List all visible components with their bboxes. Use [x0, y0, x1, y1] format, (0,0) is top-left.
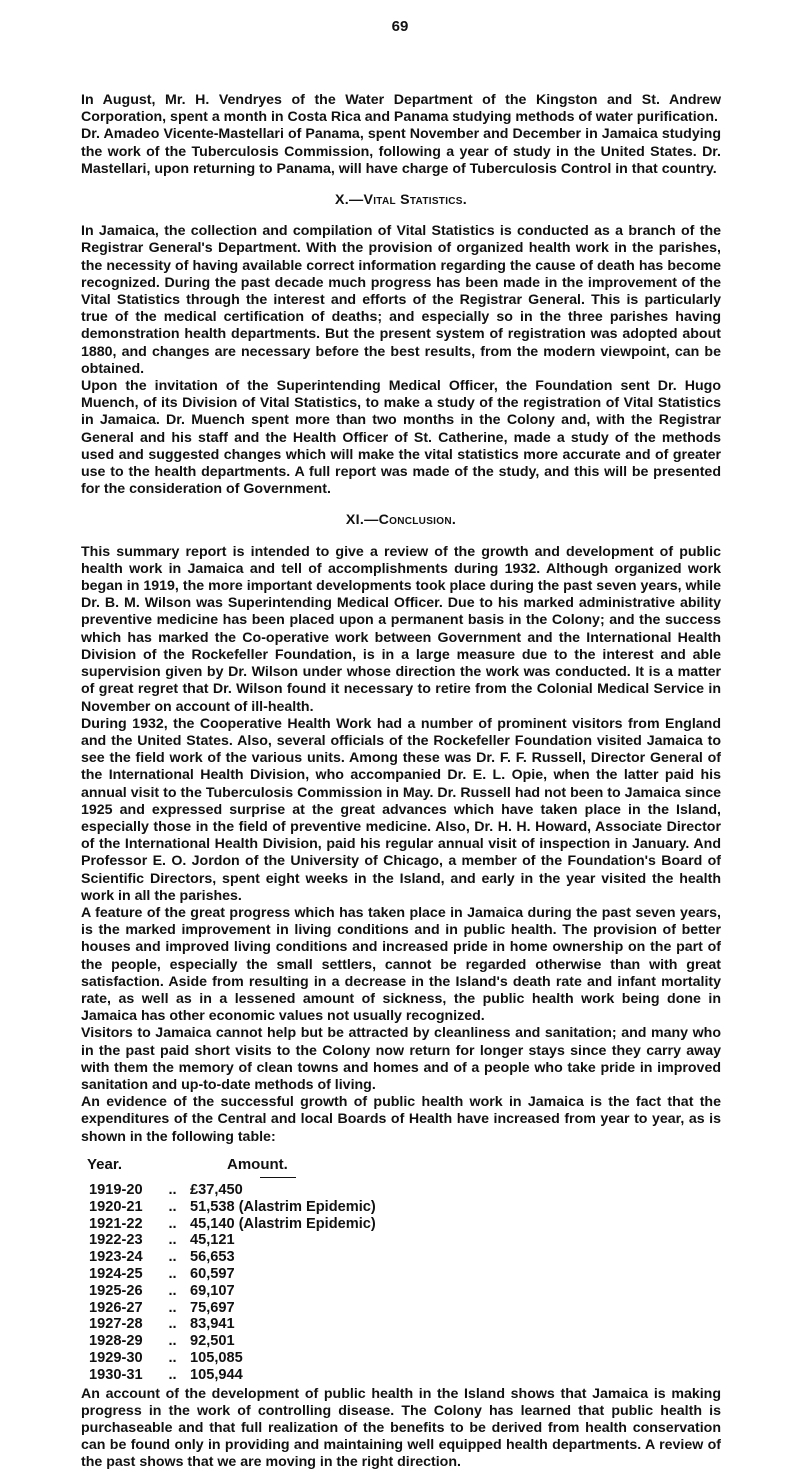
dot-leader: .. — [168, 1181, 177, 1198]
section-number: XI.— — [345, 512, 379, 529]
paragraph-mastellari: Dr. Amadeo Vicente-Mastellari of Panama, spent November and December in Jamaica studying the work of the Tuberculosis Commission, following a year of study in the United States. Dr. Mastellari, upon returning to Panama, will have charge of Tuberculosis Control in that country. — [81, 126, 721, 177]
amount-column-header: Amount. — [227, 1155, 288, 1173]
table-row — [81, 1199, 721, 1216]
section-number: X.— — [334, 192, 364, 209]
table-row — [81, 1283, 721, 1300]
year-cell: 1922-23 — [89, 1232, 143, 1249]
table-row — [81, 1350, 721, 1367]
dot-leader: .. — [168, 1198, 177, 1215]
table-row — [81, 1333, 721, 1350]
dot-leader: .. — [168, 1316, 177, 1333]
amount-cell: 69,107 — [190, 1282, 235, 1299]
paragraph-conclusion-4: Visitors to Jamaica cannot help but be attracted by cleanliness and sanitation; and many who in the past paid short visits to the Colony now return for longer stays since they carry away with them the memory of clean towns and homes and of a people who take pride in improved sanitation and up-to-date methods of living. — [81, 1025, 721, 1093]
paragraph-conclusion-5: An evidence of the successful growth of public health work in Jamaica is the fact that the expenditures of the Central and local Boards of Health have increased from year to year, as is shown in the following table: — [81, 1094, 721, 1145]
amount-cell: 56,653 — [190, 1249, 235, 1266]
paragraph-vital-statistics-2: Upon the invitation of the Superintending Medical Officer, the Foundation sent Dr. Hugo Muench, of its Division of Vital Statistics, to make a study of the registration of Vital Statistics in Jamaica. Dr. Muench spent more than two months in the Colony and, with the Registrar General and his staff and the Health Officer of St. Catherine, made a study of the methods used and suggested changes which will make the vital statistics more accurate and of greater use to the health departments. A full report was made of the study, and this will be presented for the consideration of Government. — [81, 378, 721, 498]
paragraph-conclusion-3: A feature of the great progress which has taken place in Jamaica during the past seven years, is the marked improvement in living conditions and in public health. The provision of better houses and improved living conditions and increased pride in home ownership on the part of the people, especially the small settlers, cannot be regarded otherwise than with great satisfaction. Aside from resulting in a decrease in the Island's death rate and infant mortality rate, as well as in a lessened amount of sickness, the public health work being done in Jamaica has other economic values not usually recognized. — [81, 904, 721, 1025]
table-body — [81, 1182, 721, 1384]
table-row — [81, 1249, 721, 1266]
dot-leader: .. — [168, 1215, 177, 1232]
dot-leader: .. — [168, 1299, 177, 1316]
amount-cell: 51,538 (Alastrim Epidemic) — [190, 1198, 376, 1215]
table-row — [81, 1216, 721, 1233]
table-row — [81, 1266, 721, 1283]
amount-cell: 75,697 — [190, 1299, 235, 1316]
section-heading-conclusion — [81, 512, 721, 529]
amount-cell: 60,597 — [190, 1265, 235, 1282]
amount-cell: £37,450 — [190, 1181, 243, 1198]
table-header — [87, 1156, 721, 1173]
year-cell: 1929-30 — [89, 1349, 143, 1366]
dot-leader: .. — [168, 1232, 177, 1249]
year-cell: 1925-26 — [89, 1282, 143, 1299]
paragraph-vendryes: In August, Mr. H. Vendryes of the Water Department of the Kingston and St. Andrew Corporation, spent a month in Costa Rica and Panama studying methods of water purification. — [81, 92, 721, 126]
table-row — [81, 1316, 721, 1333]
section-title: Conclusion. — [378, 512, 457, 529]
table-row — [81, 1182, 721, 1199]
section-heading-vital-statistics — [81, 192, 721, 209]
section-title: Vital Statistics. — [363, 192, 468, 209]
header-rule — [260, 1177, 296, 1178]
report-body — [81, 92, 721, 1472]
amount-cell: 105,944 — [190, 1366, 243, 1383]
dot-leader: .. — [168, 1349, 177, 1366]
year-cell: 1927-28 — [89, 1316, 143, 1333]
table-row — [81, 1232, 721, 1249]
table-row — [81, 1367, 721, 1384]
amount-cell: 45,121 — [190, 1232, 235, 1249]
table-row — [81, 1300, 721, 1317]
dot-leader: .. — [168, 1333, 177, 1350]
paragraph-vital-statistics-1: In Jamaica, the collection and compilation of Vital Statistics is conducted as a branch of the Registrar General's Department. With the provision of organized health work in the parishes, the necessity of having available correct information regarding the cause of death has become recognized. During the past decade much progress has been made in the improvement of the Vital Statistics through the interest and efforts of the Registrar General. This is particularly true of the medical certification of deaths; and especially so in the three parishes having demonstration health departments. But the present system of registration was adopted about 1880, and changes are necessary before the best results, from the modern viewpoint, can be obtained. — [81, 223, 721, 377]
year-cell: 1930-31 — [89, 1366, 143, 1383]
year-cell: 1920-21 — [89, 1198, 143, 1215]
year-cell: 1919-20 — [89, 1181, 143, 1198]
amount-cell: 83,941 — [190, 1316, 235, 1333]
dot-leader: .. — [168, 1366, 177, 1383]
amount-cell: 45,140 (Alastrim Epidemic) — [190, 1215, 376, 1232]
year-cell: 1923-24 — [89, 1249, 143, 1266]
dot-leader: .. — [168, 1249, 177, 1266]
dot-leader: .. — [168, 1265, 177, 1282]
dot-leader: .. — [168, 1282, 177, 1299]
paragraph-conclusion-6: An account of the development of public health in the Island shows that Jamaica is making progress in the work of controlling disease. The Colony has learned that public health is purchaseable and that full realization of the benefits to be derived from health conservation can be found only in providing and maintaining well equipped health departments. A review of the past shows that we are moving in the right direction. — [81, 1385, 721, 1471]
year-cell: 1928-29 — [89, 1333, 143, 1350]
page-number: 69 — [391, 18, 409, 35]
paragraph-conclusion-1: This summary report is intended to give a review of the growth and development of public health work in Jamaica and tell of accomplishments during 1932. Although organized work began in 1919, the more important developments took place during the past seven years, while Dr. B. M. Wilson was Superintending Medical Officer. Due to his marked administrative ability preventive medicine has been placed upon a permanent basis in the Colony; and the success which has marked the Co-operative work between Government and the International Health Division of the Rockefeller Foundation, is in a large measure due to the interest and able supervision given by Dr. Wilson under whose direction the work was conducted. It is a matter of great regret that Dr. Wilson found it necessary to retire from the Colonial Medical Service in November on account of ill-health. — [81, 543, 721, 715]
year-column-header: Year. — [87, 1155, 123, 1173]
year-cell: 1924-25 — [89, 1265, 143, 1282]
expenditure-table — [81, 1156, 721, 1384]
amount-cell: 92,501 — [190, 1333, 235, 1350]
year-cell: 1921-22 — [89, 1215, 143, 1232]
amount-cell: 105,085 — [190, 1349, 243, 1366]
year-cell: 1926-27 — [89, 1299, 143, 1316]
paragraph-conclusion-2: During 1932, the Cooperative Health Work had a number of prominent visitors from England and the United States. Also, several officials of the Rockefeller Foundation visited Jamaica to see the field work of the various units. Among these was Dr. F. F. Russell, Director General of the International Health Division, who accompanied Dr. E. L. Opie, when the latter paid his annual visit to the Tuberculosis Commission in May. Dr. Russell had not been to Jamaica since 1925 and expressed surprise at the great advances which have taken place in the Island, especially those in the field of preventive medicine. Also, Dr. H. H. Howard, Associate Director of the International Health Division, paid his regular annual visit of inspection in January. And Professor E. O. Jordon of the University of Chicago, a member of the Foundation's Board of Scientific Directors, spent eight weeks in the Island, and early in the year visited the health work in all the parishes. — [81, 715, 721, 904]
